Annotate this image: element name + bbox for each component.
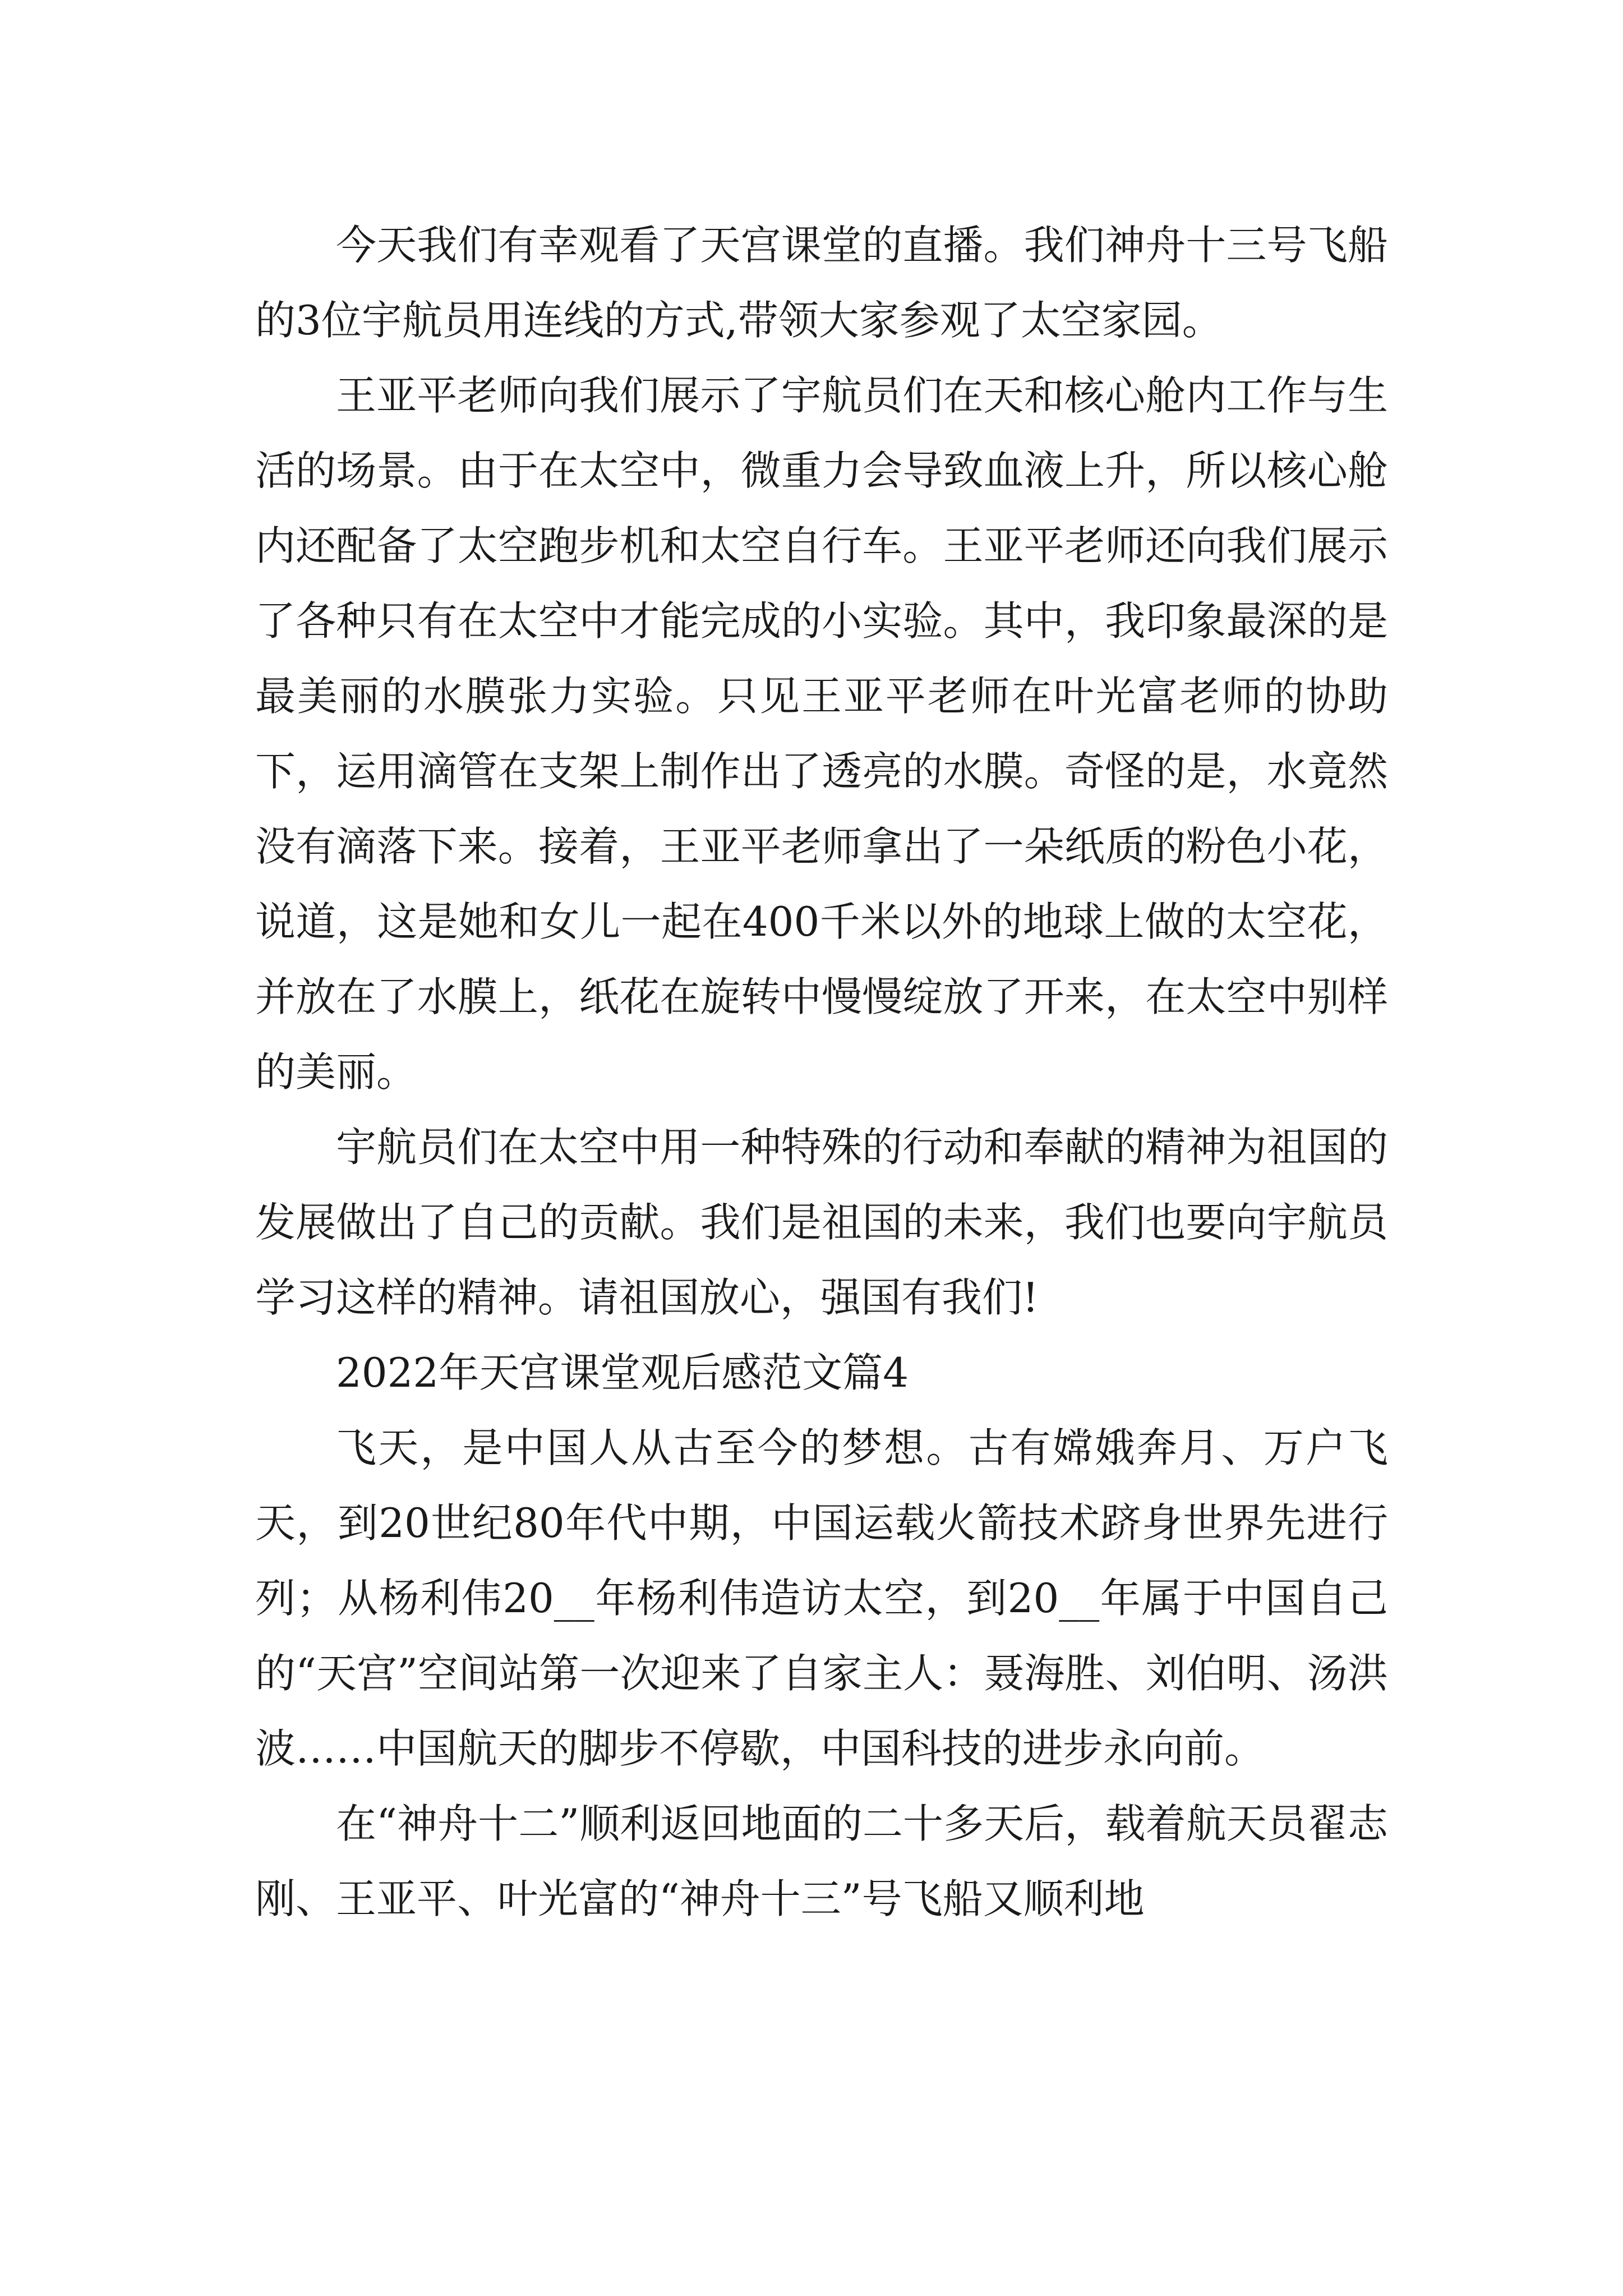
section-heading: 2022年天宫课堂观后感范文篇4 (336, 1349, 909, 1396)
paragraph-wang-yaping-experiments: 王亚平老师向我们展示了宇航员们在天和核心舱内工作与生活的场景。由于在太空中，微重力会导致血液上升，所以核心舱内还配备了太空跑步机和太空自行车。王亚平老师还向我们展示了各种只有在太空中才能完成的小实验。其中，我印象最深的是最美丽的水膜张力实验。只见王亚平老师在叶光富老师的协助下，运用滴管在支架上制作出了透亮的水膜。奇怪的是，水竟然没有滴落下来。接着，王亚平老师拿出了一朵纸质的粉色小花，说道，这是她和女儿一起在400千米以外的地球上做的太空花，并放在了水膜上，纸花在旋转中慢慢绽放了开来，在太空中别样的美丽。 (255, 372, 1388, 1096)
paragraph-shenzhou-thirteen: 在“神舟十二”顺利返回地面的二十多天后，载着航天员翟志刚、王亚平、叶光富的“神舟十三”号飞船又顺利地 (255, 1800, 1388, 1922)
paragraph-flying-dream: 飞天，是中国人从古至今的梦想。古有嫦娥奔月、万户飞天，到20世纪80年代中期，中国运载火箭技术跻身世界先进行列；从杨利伟20__年杨利伟造访太空，到20__年属于中国自己的“天宫”空间站第一次迎来了自家主人：聂海胜、刘伯明、汤洪波……中国航天的脚步不停歇，中国科技的进步永向前。 (255, 1424, 1388, 1772)
document-body (255, 208, 1388, 1936)
paragraph-live-broadcast: 今天我们有幸观看了天宫课堂的直播。我们神舟十三号飞船的3位宇航员用连线的方式,带领大家参观了太空家园。 (255, 222, 1388, 344)
paragraph-astronaut-spirit: 宇航员们在太空中用一种特殊的行动和奉献的精神为祖国的发展做出了自己的贡献。我们是祖国的未来，我们也要向宇航员学习这样的精神。请祖国放心，强国有我们! (255, 1124, 1388, 1321)
